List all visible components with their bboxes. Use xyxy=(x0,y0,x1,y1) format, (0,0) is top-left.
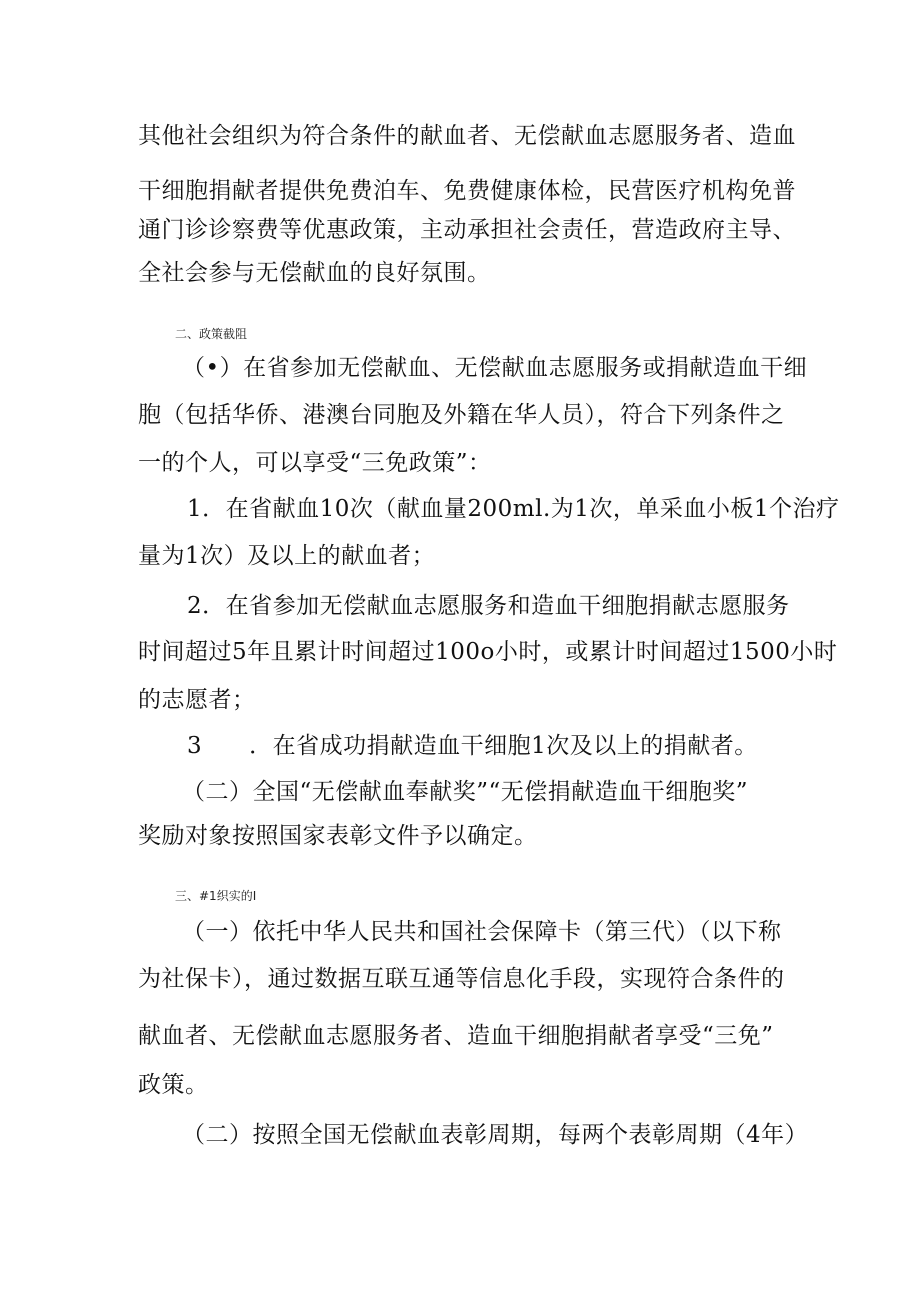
paragraph-line: （•）在省参加无偿献血、无偿献血志愿服务或捐献造血干细 xyxy=(182,355,808,381)
list-item-line: 3 ．在省成功捐献造血干细胞1次及以上的捐献者。 xyxy=(187,733,758,759)
list-item-line: 2．在省参加无偿献血志愿服务和造血干细胞捐献志愿服务 xyxy=(187,593,790,619)
paragraph-line: （一）依托中华人民共和国社会保障卡（第三代）（以下称 xyxy=(182,919,782,945)
paragraph-line: 一的个人，可以享受“三免政策”： xyxy=(138,450,492,476)
section-heading: 三、#1织实的I xyxy=(175,889,257,903)
list-item-line: 量为1次）及以上的献血者； xyxy=(138,543,436,569)
paragraph-line: 政策。 xyxy=(138,1072,209,1098)
section-heading: 二、政策截阻 xyxy=(175,327,248,341)
paragraph-line: 献血者、无偿献血志愿服务者、造血干细胞捐献者享受“三免” xyxy=(138,1023,774,1049)
paragraph-line: （二）按照全国无偿献血表彰周期，每两个表彰周期（4年） xyxy=(182,1122,809,1148)
list-item-line: 1．在省献血10次（献血量200ml.为1次，单采血小板1个治疗 xyxy=(187,496,840,522)
paragraph-line: （二）全国“无偿献血奉献奖”“无偿捐献造血干细胞奖” xyxy=(182,779,749,805)
paragraph-line: 胞（包括华侨、港澳台同胞及外籍在华人员），符合下列条件之 xyxy=(138,402,785,428)
paragraph-line: 全社会参与无偿献血的良好氛围。 xyxy=(138,260,491,286)
list-item-line: 的志愿者； xyxy=(138,687,256,713)
paragraph-line: 其他社会组织为符合条件的献血者、无偿献血志愿服务者、造血 xyxy=(138,123,796,149)
paragraph-line: 通门诊诊察费等优惠政策，主动承担社会责任，营造政府主导、 xyxy=(138,217,796,243)
paragraph-line: 干细胞捐献者提供免费泊车、免费健康体检，民营医疗机构免普 xyxy=(138,178,796,204)
paragraph-line: 奖励对象按照国家表彰文件予以确定。 xyxy=(138,823,538,849)
paragraph-line: 为社保卡），通过数据互联互通等信息化手段，实现符合条件的 xyxy=(138,966,785,992)
list-item-line: 时间超过5年且累计时间超过100o小时，或累计时间超过1500小时 xyxy=(138,639,838,665)
